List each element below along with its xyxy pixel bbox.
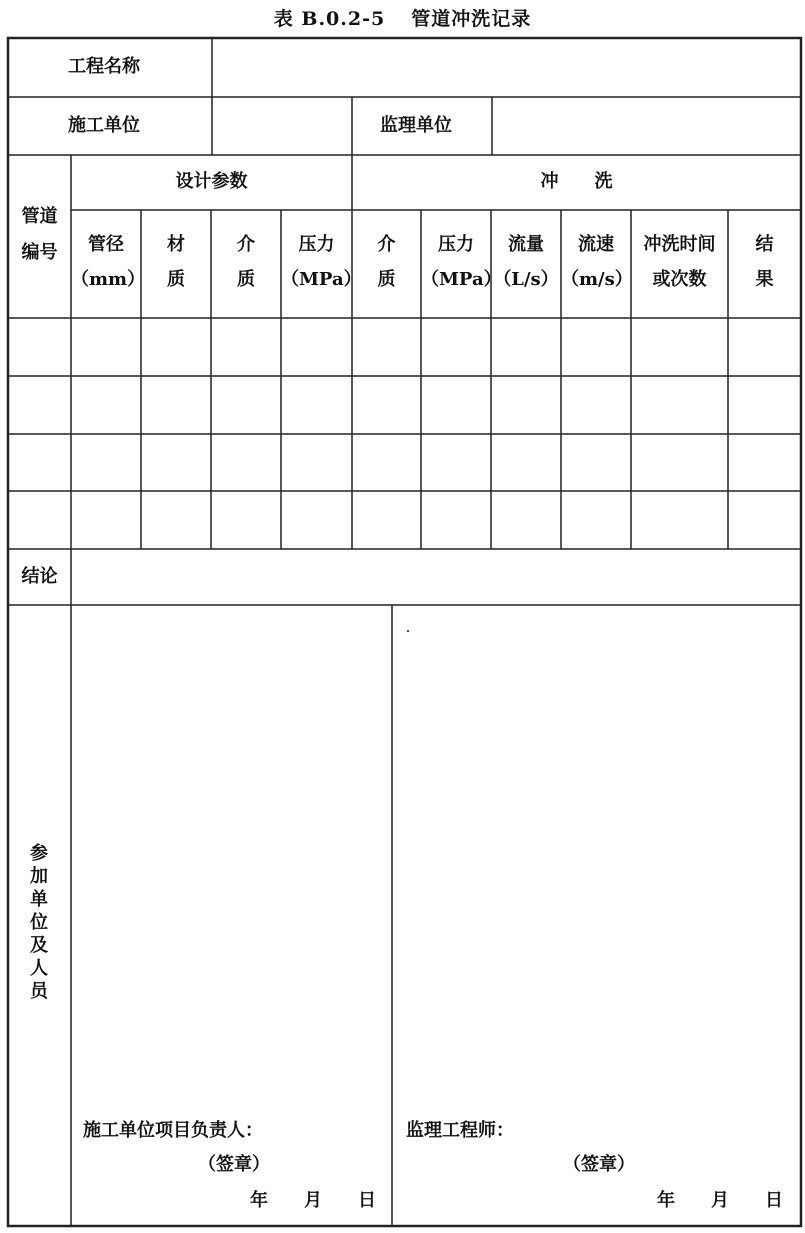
engineer-year: 年 [657,1190,675,1211]
col-medium-l1: 介 [237,234,255,255]
contractor-day: 日 [358,1190,376,1211]
contractor-month: 月 [304,1190,322,1211]
col-flush-pressure-l1: 压力 [438,234,474,255]
form-code: 表 B.0.2-5 [273,8,386,30]
col-flush-pressure-l2: （MPa） [421,269,502,290]
table-row[interactable] [8,491,801,549]
form-name: 管道冲洗记录 [411,8,532,30]
col-flush-time-l2: 或次数 [652,269,707,290]
engineer-sign-label: （签章） [563,1154,635,1175]
col-flush-medium-l2: 质 [377,269,396,290]
col-pressure-l1: 压力 [298,234,335,255]
col-diameter-l2: （mm） [71,269,146,290]
pipe-no-label-line1: 管道 [21,206,58,227]
project-name-label: 工程名称 [68,56,140,77]
col-flush-time-l1: 冲洗时间 [643,234,716,255]
participants-label: 参加单位及人员 [30,843,48,1002]
col-velocity-l2: （m/s） [561,269,633,290]
col-result-l2: 果 [755,269,774,290]
engineer-day: 日 [765,1190,783,1211]
table-row[interactable] [8,318,801,376]
col-pressure-l2: （MPa） [281,269,362,290]
flush-header: 冲 洗 [540,171,613,192]
contractor-label: 施工单位 [68,115,140,136]
col-flow-rate-l1: 流量 [508,234,544,255]
table-row[interactable] [8,434,801,491]
col-medium-l2: 质 [237,269,255,290]
col-flush-medium-l1: 介 [377,234,396,255]
stray-mark [407,630,409,632]
col-material-l2: 质 [167,269,185,290]
col-diameter-l1: 管径 [88,234,124,255]
col-velocity-l1: 流速 [578,234,614,255]
design-params-header: 设计参数 [175,171,248,192]
conclusion-label: 结论 [21,566,58,587]
col-result-l1: 结 [755,234,774,255]
engineer-role: 监理工程师： [406,1120,514,1141]
contractor-year: 年 [250,1190,268,1211]
col-material-l1: 材 [167,234,185,255]
contractor-sign-label: （签章） [198,1154,270,1175]
engineer-month: 月 [711,1190,729,1211]
col-flow-rate-l2: （L/s） [493,269,559,290]
contractor-pm-role: 施工单位项目负责人： [83,1120,263,1141]
table-row[interactable] [8,376,801,434]
supervisor-label: 监理单位 [380,115,452,136]
pipe-no-label-line2: 编号 [21,242,58,263]
